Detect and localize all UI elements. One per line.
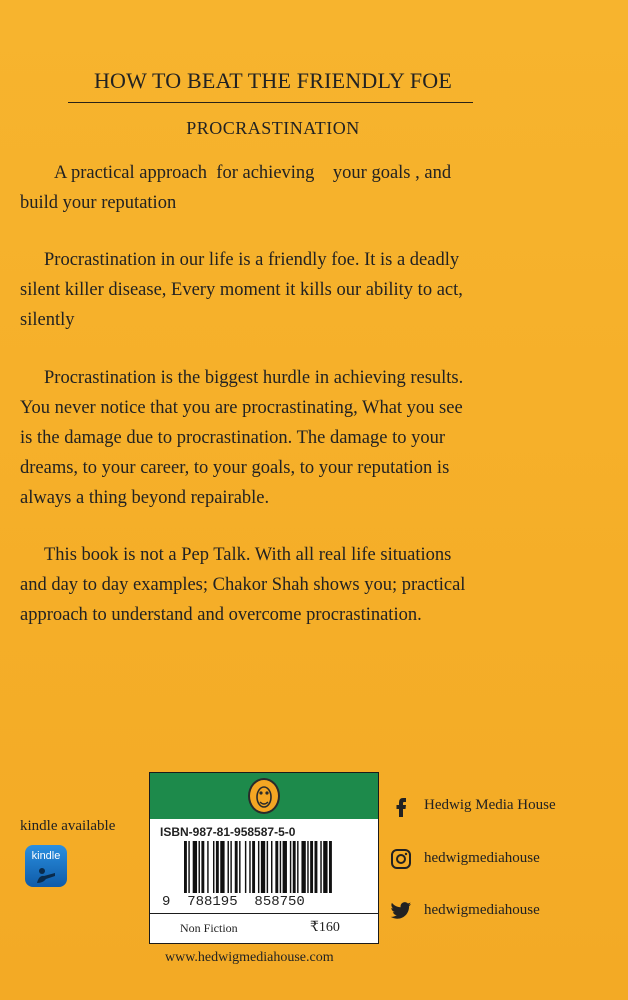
kindle-icon-text: kindle bbox=[31, 850, 61, 862]
text-line: Procrastination is the biggest hurdle in achieving results. bbox=[44, 368, 464, 388]
text-line: silently bbox=[20, 310, 75, 330]
barcode-bars bbox=[184, 841, 374, 893]
barcode-bar bbox=[249, 841, 250, 893]
barcode-bar bbox=[293, 841, 296, 893]
kindle-app-icon bbox=[25, 845, 67, 887]
barcode-panel-header bbox=[150, 773, 378, 819]
twitter-handle: hedwigmediahouse bbox=[424, 902, 540, 918]
barcode-bar bbox=[201, 841, 204, 893]
barcode-bar bbox=[271, 841, 272, 893]
book-title: HOW TO BEAT THE FRIENDLY FOE bbox=[93, 68, 453, 93]
facebook-icon bbox=[390, 795, 412, 817]
text-line: always a thing beyond repairable. bbox=[20, 488, 270, 508]
instagram-icon bbox=[390, 848, 412, 870]
barcode-bar bbox=[207, 841, 208, 893]
barcode-bar bbox=[188, 841, 189, 893]
text-line: This book is not a Pep Talk. With all real life situations bbox=[44, 545, 452, 565]
barcode-bar bbox=[310, 841, 313, 893]
owl-logo-icon bbox=[248, 778, 280, 814]
owl-glyph bbox=[250, 780, 278, 812]
blurb-paragraph-3 bbox=[20, 363, 600, 513]
barcode-bar bbox=[252, 841, 255, 893]
blurb-paragraph-4 bbox=[20, 540, 600, 630]
text-line: silent killer disease, Every moment it kills our ability to act, bbox=[20, 280, 463, 300]
barcode-bar bbox=[184, 841, 187, 893]
barcode-bar bbox=[258, 841, 259, 893]
social-facebook bbox=[390, 795, 620, 821]
publisher-website: www.hedwigmediahouse.com bbox=[165, 950, 334, 965]
barcode-bar bbox=[290, 841, 291, 893]
barcode-bar bbox=[228, 841, 229, 893]
barcode-bar bbox=[239, 841, 240, 893]
barcode-bar bbox=[283, 841, 287, 893]
text-line: Procrastination in our life is a friendly foe. It is a deadly bbox=[44, 250, 460, 270]
barcode-bar bbox=[307, 841, 308, 893]
text-line: and day to day examples; Chakor Shah shows you; practical bbox=[20, 575, 466, 595]
text-line: You never notice that you are procrastinating, What you see bbox=[20, 398, 463, 418]
barcode-bar bbox=[315, 841, 318, 893]
text-line: approach to understand and overcome procrastination. bbox=[20, 605, 422, 625]
barcode-bar bbox=[280, 841, 281, 893]
text-line: dreams, to your career, to your goals, to your reputation is bbox=[20, 458, 450, 478]
title-divider bbox=[68, 102, 473, 103]
blurb-paragraph-2 bbox=[20, 245, 580, 335]
blurb-paragraph-1 bbox=[20, 158, 580, 218]
barcode-bar bbox=[301, 841, 305, 893]
facebook-handle: Hedwig Media House bbox=[424, 797, 556, 813]
barcode-bar bbox=[213, 841, 214, 893]
instagram-handle: hedwigmediahouse bbox=[424, 850, 540, 866]
barcode-bar bbox=[267, 841, 268, 893]
text-line: A practical approach for achieving your goals , and bbox=[54, 163, 452, 183]
barcode-bar bbox=[220, 841, 224, 893]
barcode-bar bbox=[216, 841, 219, 893]
social-twitter bbox=[390, 900, 620, 926]
barcode-bar bbox=[323, 841, 327, 893]
barcode-bar bbox=[297, 841, 298, 893]
barcode-bar bbox=[261, 841, 265, 893]
reader-silhouette-icon bbox=[35, 867, 57, 883]
barcode-bar bbox=[329, 841, 332, 893]
barcode-bar bbox=[230, 841, 231, 893]
barcode-bar bbox=[320, 841, 321, 893]
barcode-bar bbox=[235, 841, 238, 893]
twitter-icon bbox=[390, 900, 412, 922]
text-line: is the damage due to procrastination. The damage to your bbox=[20, 428, 446, 448]
barcode-bar bbox=[199, 841, 200, 893]
barcode-divider bbox=[150, 913, 378, 914]
kindle-available-label: kindle available bbox=[20, 818, 116, 834]
barcode-digits: 9 788195 858750 bbox=[162, 894, 305, 910]
isbn-number: ISBN-987-81-958587-5-0 bbox=[160, 825, 296, 839]
barcode-bar bbox=[193, 841, 197, 893]
text-line: build your reputation bbox=[20, 193, 177, 213]
genre-label: Non Fiction bbox=[180, 921, 238, 935]
isbn-barcode-panel bbox=[149, 772, 379, 944]
barcode-bar bbox=[275, 841, 278, 893]
book-subtitle: PROCRASTINATION bbox=[186, 118, 360, 138]
social-instagram bbox=[390, 848, 620, 874]
barcode-bar bbox=[245, 841, 246, 893]
price-label: ₹160 bbox=[310, 920, 340, 935]
